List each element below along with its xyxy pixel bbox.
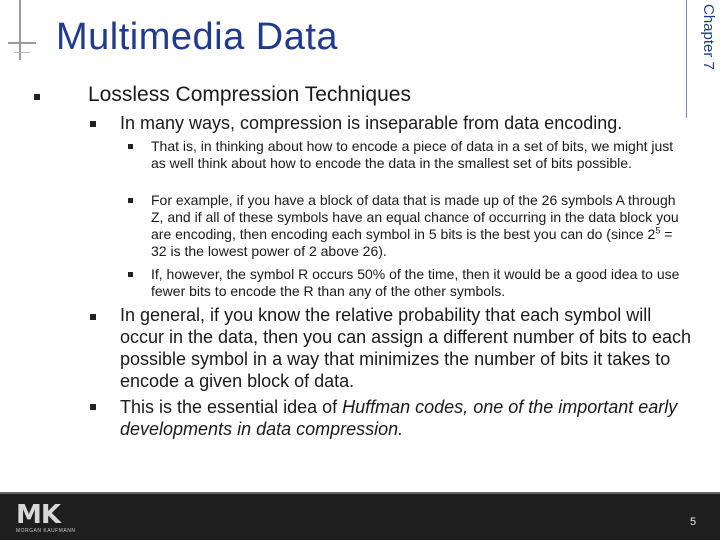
decorative-horizontal-line	[8, 42, 36, 44]
slide-title: Multimedia Data	[56, 16, 339, 58]
decorative-vertical-line	[19, 0, 21, 60]
heading-lossless-compression: Lossless Compression Techniques	[88, 83, 411, 106]
decorative-horizontal-line-short	[14, 52, 30, 53]
subpoint-26-symbols-text-end: = 32 is the lowest power of 2 above 26).	[151, 226, 673, 259]
point-relative-probability: In general, if you know the relative probability that each symbol will occur in the data, then you can assign a different number of bits to each possible symbol in a way that minimizes the number of bits it takes to encode a given block of data.	[120, 305, 692, 391]
logo-subtitle: MORGAN KAUFMANN	[16, 528, 76, 534]
bullet-square-icon	[90, 404, 96, 410]
subpoint-26-symbols-text: For example, if you have a block of data that is made up of the 26 symbols A through Z, and if all of these symbols have an equal chance of occurring in the data block you are encoding, then encoding each symbol in 5 bits is the best you can do (since 2	[151, 192, 679, 242]
point-compression-encoding: In many ways, compression is inseparable from data encoding.	[120, 113, 623, 133]
subpoint-26-symbols	[151, 192, 686, 260]
point-huffman-codes-text: This is the essential idea of	[120, 397, 343, 417]
bullet-square-icon	[90, 314, 96, 320]
bullet-square-icon	[128, 144, 133, 149]
logo-mark: MK	[16, 500, 61, 530]
subpoint-smallest-set: That is, in thinking about how to encode a piece of data in a set of bits, we might just as well think about how to encode the data in the smallest set of bits possible.	[151, 138, 674, 171]
point-huffman-codes-italic: Huffman codes, one of the important early developments in data compression.	[120, 397, 678, 439]
bullet-square-icon	[34, 94, 40, 100]
point-huffman-codes	[120, 396, 695, 440]
chapter-divider	[686, 0, 687, 118]
page-number: 5	[690, 516, 697, 528]
subpoint-symbol-r: If, however, the symbol R occurs 50% of the time, then it would be a good idea to use fewer bits to encode the R than any of the other symbols.	[151, 266, 680, 299]
chapter-label: Chapter 7	[700, 4, 717, 70]
bullet-square-icon	[128, 198, 133, 203]
bullet-square-icon	[128, 272, 133, 277]
bullet-square-icon	[90, 121, 96, 127]
exponent: 5	[655, 225, 661, 236]
publisher-logo	[16, 502, 76, 536]
footer-bar	[0, 494, 720, 540]
